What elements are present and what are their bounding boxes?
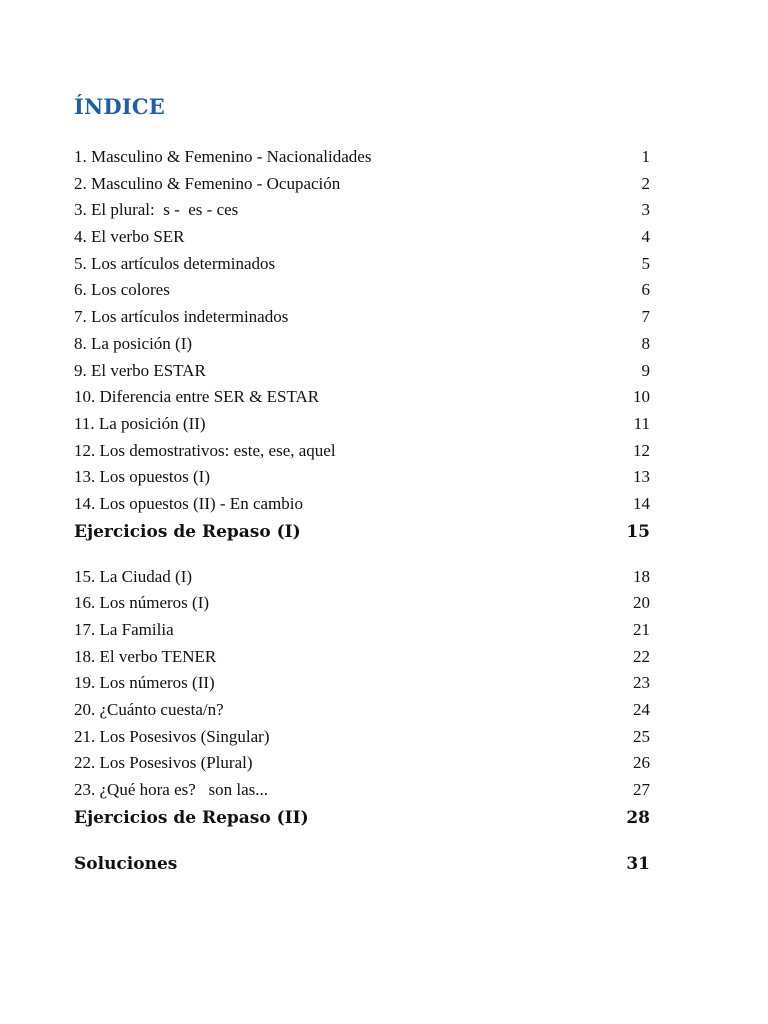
- toc-entry: [74, 197, 650, 224]
- toc-entry-label: 5. Los artículos determinados: [74, 253, 276, 273]
- toc-entry: [74, 697, 650, 724]
- toc-entry: [74, 277, 650, 304]
- toc-entry-label: 14. Los opuestos (II) - En cambio: [74, 493, 303, 513]
- toc-entry: [74, 438, 650, 465]
- toc-section-1: [74, 144, 650, 518]
- toc-entry-page: 22: [633, 646, 650, 666]
- toc-entry-label: 2. Masculino & Femenino - Ocupación: [74, 173, 341, 193]
- toc-entry-page: 1: [641, 147, 650, 166]
- toc-entry-page: 31: [626, 853, 650, 874]
- toc-entry-page: 18: [633, 566, 650, 586]
- toc-entry-label: 7. Los artículos indeterminados: [74, 307, 289, 327]
- toc-entry: [74, 331, 650, 358]
- toc-entry-label: 19. Los números (II): [74, 673, 215, 693]
- toc-entry-label: 3. El plural: s - es - ces: [74, 200, 239, 220]
- toc-entry-page: 6: [641, 280, 650, 300]
- toc-entry: [74, 670, 650, 697]
- section-gap: [74, 546, 650, 564]
- toc-entry-review-2: [74, 804, 650, 832]
- toc-entry: [74, 224, 650, 251]
- toc-entry-label: 20. ¿Cuánto cuesta/n?: [74, 700, 224, 720]
- toc-entry-label: 13. Los opuestos (I): [74, 467, 210, 487]
- table-of-contents: [74, 144, 650, 878]
- toc-entry-label: 4. El verbo SER: [74, 227, 185, 247]
- toc-entry: [74, 590, 650, 617]
- toc-entry-label: 9. El verbo ESTAR: [74, 360, 206, 380]
- toc-entry-label: Ejercicios de Repaso (II): [74, 807, 309, 828]
- toc-entry-label: Soluciones: [74, 853, 178, 874]
- section-gap: [74, 832, 650, 850]
- toc-entry-label: 22. Los Posesivos (Plural): [74, 753, 253, 773]
- toc-entry-page: 21: [633, 620, 650, 639]
- toc-entry-page: 24: [633, 700, 650, 720]
- toc-entry-page: 3: [641, 200, 650, 220]
- toc-entry-label: 23. ¿Qué hora es? son las...: [74, 780, 269, 800]
- toc-entry-label: 1. Masculino & Femenino - Nacionalidades: [74, 147, 372, 166]
- toc-entry: [74, 724, 650, 751]
- toc-entry-label: 6. Los colores: [74, 280, 170, 300]
- toc-entry-page: 27: [633, 780, 650, 800]
- toc-entry-page: 4: [641, 227, 650, 247]
- toc-entry-page: 11: [633, 413, 650, 433]
- toc-entry-page: 23: [633, 673, 650, 693]
- toc-entry-page: 5: [641, 253, 650, 273]
- toc-entry: [74, 144, 650, 171]
- toc-entry-page: 9: [641, 360, 650, 380]
- toc-entry: [74, 304, 650, 331]
- toc-section-2: [74, 564, 650, 804]
- toc-entry: [74, 358, 650, 385]
- toc-entry: [74, 564, 650, 591]
- toc-entry-label: 11. La posición (II): [74, 413, 206, 433]
- toc-entry-label: 18. El verbo TENER: [74, 646, 217, 666]
- toc-entry-page: 14: [633, 493, 650, 513]
- toc-entry: [74, 617, 650, 644]
- toc-entry-page: 10: [633, 387, 650, 407]
- page-title: ÍNDICE: [74, 94, 165, 119]
- toc-entry-label: 21. Los Posesivos (Singular): [74, 726, 270, 746]
- toc-entry-page: 20: [633, 593, 650, 613]
- toc-entry-label: 10. Diferencia entre SER & ESTAR: [74, 387, 320, 407]
- toc-entry: [74, 464, 650, 491]
- toc-entry: [74, 384, 650, 411]
- toc-entry-page: 28: [626, 807, 650, 828]
- toc-entry-page: 13: [633, 467, 650, 487]
- toc-entry-label: 12. Los demostrativos: este, ese, aquel: [74, 440, 336, 460]
- toc-entry-page: 2: [641, 173, 650, 193]
- toc-entry: [74, 491, 650, 518]
- toc-entry-review-1: [74, 518, 650, 546]
- toc-entry-label: 16. Los números (I): [74, 593, 210, 613]
- toc-entry-label: 17. La Familia: [74, 620, 174, 639]
- toc-entry: [74, 171, 650, 198]
- toc-entry-page: 7: [641, 307, 650, 327]
- toc-entry: [74, 644, 650, 671]
- toc-entry-page: 15: [626, 521, 650, 542]
- toc-entry-page: 25: [633, 726, 650, 746]
- toc-entry: [74, 251, 650, 278]
- toc-entry-page: 26: [633, 753, 650, 773]
- toc-entry: [74, 411, 650, 438]
- toc-entry-page: 12: [633, 440, 650, 460]
- toc-entry: [74, 750, 650, 777]
- toc-entry-label: 8. La posición (I): [74, 333, 193, 353]
- toc-entry-solutions: [74, 850, 650, 878]
- toc-entry-page: 8: [641, 333, 650, 353]
- toc-entry: [74, 777, 650, 804]
- toc-entry-label: Ejercicios de Repaso (I): [74, 521, 301, 542]
- toc-entry-label: 15. La Ciudad (I): [74, 566, 193, 586]
